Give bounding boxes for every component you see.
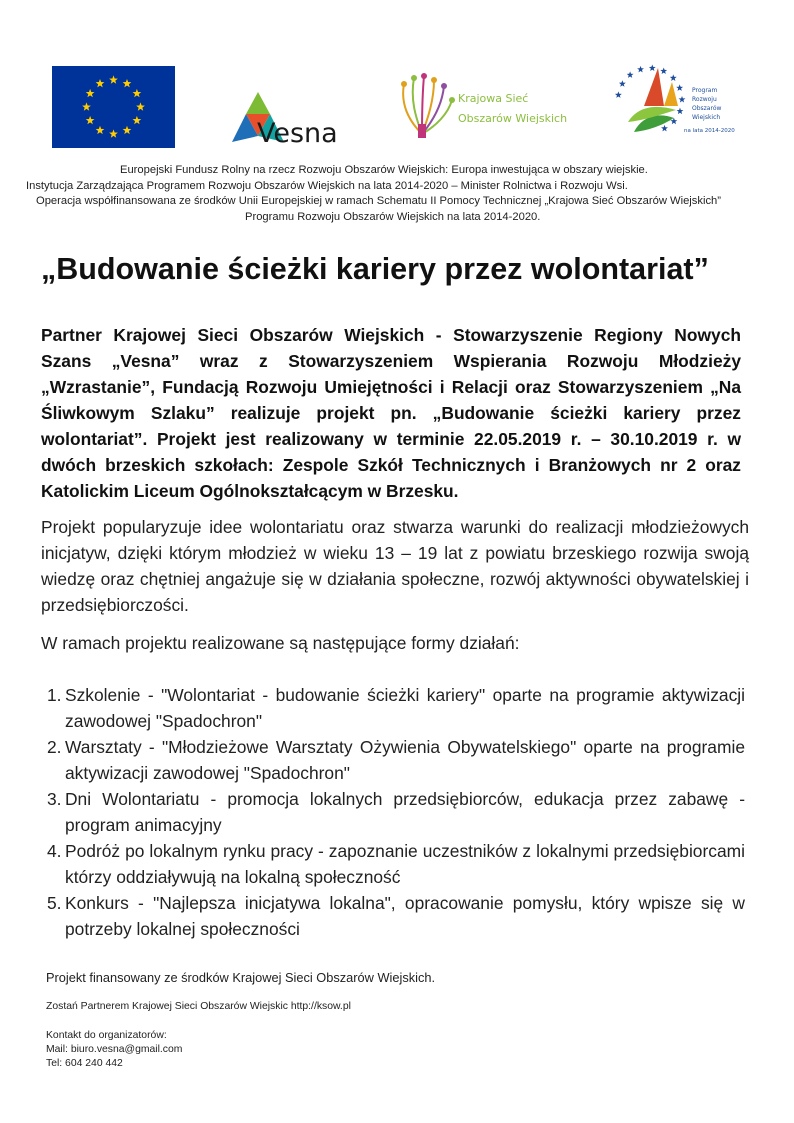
prow-star-icon <box>619 80 626 87</box>
contact-heading: Kontakt do organizatorów: <box>46 1030 167 1041</box>
prow-emblem-icon <box>612 60 747 142</box>
activities-list <box>41 682 745 942</box>
ksow-name-line1: Krajowa Sieć <box>458 92 529 105</box>
prow-star-icon <box>676 84 683 91</box>
partner-note: Zostań Partnerem Krajowej Sieci Obszarów Wiejskic http://ksow.pl <box>46 1001 351 1012</box>
vesna-logo <box>228 88 346 146</box>
prow-text-line4: Wiejskich <box>692 114 721 121</box>
prow-star-icon <box>677 108 684 115</box>
lead-paragraph: Partner Krajowej Sieci Obszarów Wiejskich - Stowarzyszenie Regiony Nowych Szans „Vesna” wraz z Stowarzyszeniem Wspierania Rozwoju Młodzieży „Wzrastanie”, Fundacją Rozwoju Umiejętności i Relacji oraz Stowarzyszeniem „Na Śliwkowym Szlaku” realizuje projekt pn. „Budowanie ścieżki kariery przez wolontariat”. Projekt jest realizowany w terminie 22.05.2019 r. – 30.10.2019 r. w dwóch brzeskich szkołach: Zespole Szkół Technicznych i Branżowych nr 2 oraz Katolickim Liceum Ogólnokształcącym w Brzesku. <box>41 325 741 501</box>
list-item-number: 2. <box>47 737 62 757</box>
list-item-text: Podróż po lokalnym rynku pracy - zapoznanie uczestników z lokalnymi przedsiębiorcami którzy oddziaływują na lokalną społeczność <box>65 841 745 887</box>
eu-stars-icon <box>52 66 175 148</box>
prow-star-icon <box>670 74 677 81</box>
contact-mail: Mail: biuro.vesna@gmail.com <box>46 1044 183 1055</box>
list-item-text: Szkolenie - "Wolontariat - budowanie ścieżki kariery" oparte na programie aktywizacji zawodowej "Spadochron" <box>65 685 745 731</box>
activities-intro: W ramach projektu realizowane są następujące formy działań: <box>41 633 520 653</box>
funding-line-1: Europejski Fundusz Rolny na rzecz Rozwoju Obszarów Wiejskich: Europa inwestująca w obszary wiejskie. <box>120 164 648 176</box>
list-item-text: Dni Wolontariatu - promocja lokalnych przedsiębiorców, edukacja przez zabawę - program animacyjny <box>65 789 745 835</box>
page-title: „Budowanie ścieżki kariery przez wolontariat” <box>41 252 709 286</box>
ksow-flower-icon <box>396 72 586 144</box>
list-item-number: 4. <box>47 841 62 861</box>
prow-star-icon <box>661 125 668 132</box>
prow-star-icon <box>615 91 622 98</box>
list-item <box>41 682 745 734</box>
prow-star-icon <box>679 96 686 103</box>
financing-note: Projekt finansowany ze środków Krajowej Sieci Obszarów Wiejskich. <box>46 970 436 985</box>
list-item <box>41 734 745 786</box>
vesna-triangle-icon <box>228 88 346 146</box>
prow-star-icon <box>627 71 634 78</box>
prow-text-line3: Obszarów <box>692 105 722 112</box>
prow-years: na lata 2014-2020 <box>684 128 735 134</box>
prow-text-line1: Program <box>692 87 718 94</box>
ksow-name-line2: Obszarów Wiejskich <box>458 112 568 125</box>
funding-info <box>0 163 794 226</box>
contact-block <box>46 1029 182 1071</box>
list-item-number: 1. <box>47 685 62 705</box>
list-item <box>41 890 745 942</box>
list-item-text: Warsztaty - "Młodzieżowe Warsztaty Ożywienia Obywatelskiego" oparte na programie aktywizacji zawodowej "Spadochron" <box>65 737 745 783</box>
list-item <box>41 786 745 838</box>
prow-star-icon <box>660 67 667 74</box>
funding-line-4: Programu Rozwoju Obszarów Wiejskich na lata 2014-2020. <box>245 211 541 224</box>
ksow-logo <box>396 72 586 144</box>
prow-star-icon <box>649 64 656 71</box>
vesna-wordmark: Vesna <box>257 118 338 146</box>
logo-bar <box>0 0 794 160</box>
eu-flag-logo <box>52 66 175 148</box>
list-item-text: Konkurs - "Najlepsza inicjatywa lokalna", opracowanie pomysłu, który wpisze się w potrzeby lokalnej społeczności <box>65 893 745 939</box>
prow-logo <box>612 60 747 142</box>
prow-text-line2: Rozwoju <box>692 96 717 103</box>
prow-star-icon <box>637 66 644 73</box>
description-paragraph: Projekt popularyzuje idee wolontariatu oraz stwarza warunki do realizacji młodzieżowych inicjatyw, dzięki którym młodzież w wieku 13 – 19 lat z powiatu brzeskiego rozwija swoją wiedzę oraz chętniej angażuje się w działania społeczne, rozwój aktywności obywatelskiej i przedsiębiorczości. <box>41 517 749 615</box>
list-item-number: 5. <box>47 893 62 913</box>
funding-line-3: Operacja współfinansowana ze środków Unii Europejskiej w ramach Schematu II Pomocy Technicznej „Krajowa Sieć Obszarów Wiejskich” <box>36 195 721 208</box>
contact-phone: Tel: 604 240 442 <box>46 1058 123 1069</box>
funding-line-2: Instytucja Zarządzająca Programem Rozwoju Obszarów Wiejskich na lata 2014-2020 – Minister Rolnictwa i Rozwoju Wsi. <box>26 179 628 192</box>
list-item-number: 3. <box>47 789 62 809</box>
list-item <box>41 838 745 890</box>
